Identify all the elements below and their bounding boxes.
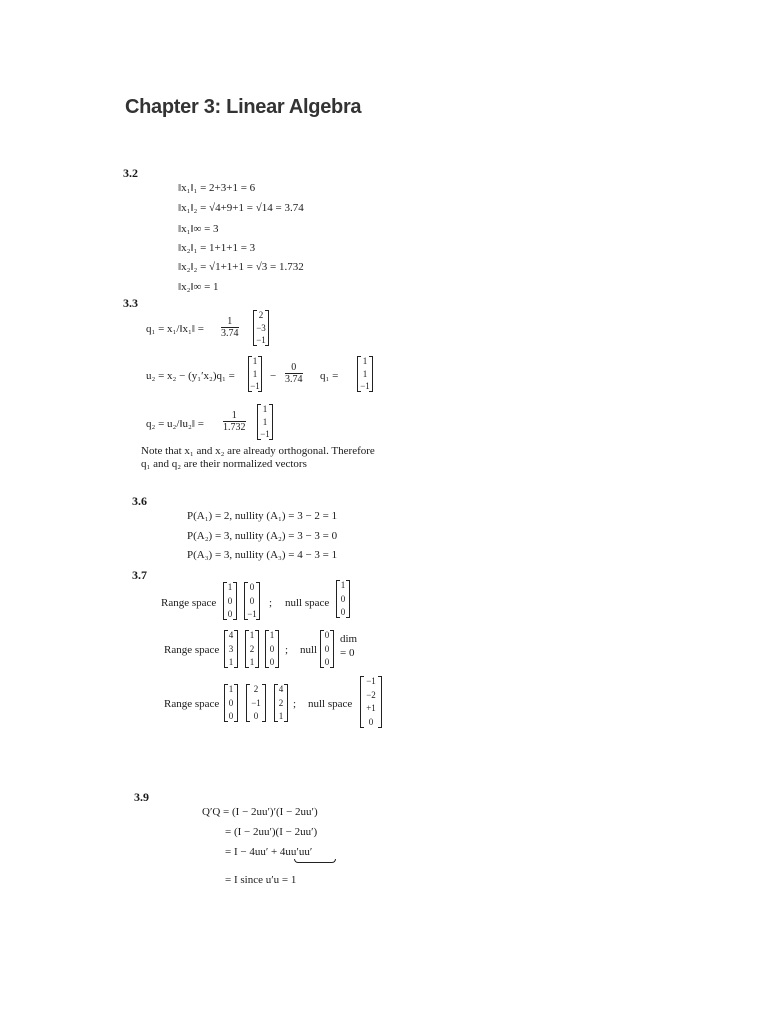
matrix-entry: 0 — [324, 630, 330, 640]
matrix-entry: 0 — [228, 711, 234, 721]
separator: ; — [285, 644, 289, 656]
eq-q2-fraction — [223, 410, 246, 433]
range-matrix-3b — [246, 684, 266, 722]
range-matrix-1a — [223, 582, 237, 620]
matrix-entry: 1 — [340, 580, 346, 590]
matrix-entry: 0 — [340, 593, 346, 604]
vector-entry: −1 — [260, 429, 270, 439]
eq-q1-lhs: q₁ = x₁/‖x₁‖ = — [146, 323, 204, 335]
range-matrix-3c — [274, 684, 288, 722]
range-matrix-1b — [244, 582, 260, 620]
matrix-entry: −1 — [366, 676, 376, 686]
range-matrix-2b — [245, 630, 259, 668]
eq-3-9-line-1: Q′Q = (I − 2uu′)′(I − 2uu′) — [202, 806, 318, 818]
range-matrix-2a — [224, 630, 238, 668]
eq-3-2-line-1: ‖x₁‖₁ = 2+3+1 = 6 — [178, 182, 256, 194]
matrix-entry: 1 — [249, 657, 255, 667]
section-label-3-3: 3.3 — [123, 296, 138, 310]
matrix-entry: 0 — [249, 582, 255, 592]
eq-q2-lhs: q₂ = u₂/‖u₂‖ = — [146, 418, 204, 430]
eq-3-2-line-6: ‖x₂‖∞ = 1 — [178, 281, 219, 293]
matrix-entry: 2 — [278, 697, 284, 708]
matrix-entry: −1 — [251, 697, 261, 708]
note-line-2: q₁ and q₂ are their normalized vectors — [141, 458, 307, 470]
eq-3-2-line-3: ‖x₁‖∞ = 3 — [178, 223, 219, 235]
range-matrix-3a — [224, 684, 238, 722]
eq-3-2-line-4: ‖x₂‖₁ = 1+1+1 = 3 — [178, 242, 256, 254]
minus-sign: − — [270, 370, 277, 382]
eq-3-6-line-1: P(A₁) = 2, nullity (A₁) = 3 − 2 = 1 — [187, 510, 338, 522]
x2-vector — [248, 356, 262, 392]
dim-equals-zero: = 0 — [340, 647, 355, 659]
matrix-entry: +1 — [366, 703, 376, 714]
fraction-numerator: 1 — [227, 316, 233, 327]
eq-q1-fraction — [221, 316, 239, 339]
dim-label: dim — [340, 633, 358, 645]
section-label-3-6: 3.6 — [132, 494, 147, 508]
eq-3-6-line-2: P(A₂) = 3, nullity (A₂) = 3 − 3 = 0 — [187, 530, 338, 542]
range-space-label-1: Range space — [161, 597, 217, 609]
eq-3-9-line-4: = I since u′u = 1 — [225, 874, 297, 886]
matrix-entry: −1 — [247, 609, 257, 619]
matrix-entry: 4 — [228, 630, 234, 640]
fraction-numerator: 0 — [291, 362, 297, 373]
matrix-entry: 0 — [227, 609, 233, 619]
q2-vector — [257, 404, 273, 440]
vector-entry: 1 — [262, 416, 268, 427]
null-space-matrix-3 — [360, 676, 382, 728]
q1-vector — [253, 310, 269, 346]
matrix-entry: 0 — [324, 643, 330, 654]
range-matrix-2c — [265, 630, 279, 668]
matrix-entry: 0 — [368, 716, 374, 727]
eq-3-9-line-3: = I − 4uu′ + 4uu′uu′ — [225, 846, 313, 858]
range-space-label-3: Range space — [164, 698, 220, 710]
fraction-numerator: 1 — [231, 410, 237, 421]
underbrace — [294, 859, 336, 863]
section-label-3-9: 3.9 — [134, 790, 149, 804]
vector-entry: −1 — [360, 381, 370, 391]
matrix-entry: 0 — [253, 711, 259, 721]
null-space-label-2: null — [300, 644, 318, 656]
matrix-entry: 2 — [253, 684, 259, 694]
matrix-entry: 1 — [228, 684, 234, 694]
vector-entry: 2 — [258, 310, 264, 320]
eq-u2-fraction — [285, 362, 303, 385]
eq-3-9-line-2: = (I − 2uu′)(I − 2uu′) — [225, 826, 318, 838]
vector-entry: −1 — [256, 335, 266, 345]
matrix-entry: 0 — [324, 657, 330, 667]
matrix-entry: 1 — [228, 657, 234, 667]
matrix-entry: 0 — [340, 607, 346, 617]
matrix-entry: 0 — [269, 657, 275, 667]
matrix-entry: 1 — [278, 711, 284, 721]
matrix-entry: 3 — [228, 643, 234, 654]
eq-u2-lhs: u₂ = x₂ − (y₁′x₂)q₁ = — [146, 370, 235, 382]
null-space-label-1: null space — [285, 597, 330, 609]
fraction-denominator: 3.74 — [285, 374, 303, 385]
fraction-denominator: 3.74 — [221, 328, 239, 339]
vector-entry: −3 — [256, 322, 266, 333]
eq-3-6-line-3: P(A₃) = 3, nullity (A₃) = 4 − 3 = 1 — [187, 549, 338, 561]
matrix-entry: 0 — [249, 595, 255, 606]
vector-entry: 1 — [252, 356, 258, 366]
matrix-entry: 0 — [228, 697, 234, 708]
null-space-label-3: null space — [308, 698, 353, 710]
vector-entry: 1 — [362, 356, 368, 366]
range-space-label-2: Range space — [164, 644, 220, 656]
q1-term: q₁ = — [320, 370, 339, 382]
matrix-entry: 2 — [249, 643, 255, 654]
separator: ; — [269, 597, 273, 609]
matrix-entry: 1 — [249, 630, 255, 640]
fraction-denominator: 1.732 — [223, 422, 246, 433]
matrix-entry: 0 — [269, 643, 275, 654]
u2-result-vector — [357, 356, 373, 392]
matrix-entry: 4 — [278, 684, 284, 694]
null-space-matrix-2 — [320, 630, 334, 668]
vector-entry: 1 — [262, 404, 268, 414]
note-line-1: Note that x₁ and x₂ are already orthogonal. Therefore — [141, 445, 375, 457]
section-label-3-7: 3.7 — [132, 568, 147, 582]
vector-entry: 1 — [362, 368, 368, 379]
page-title: Chapter 3: Linear Algebra — [125, 96, 362, 118]
matrix-entry: 1 — [269, 630, 275, 640]
matrix-entry: 1 — [227, 582, 233, 592]
vector-entry: −1 — [250, 381, 260, 391]
vector-entry: 1 — [252, 368, 258, 379]
section-label-3-2: 3.2 — [123, 166, 138, 180]
null-space-matrix-1 — [336, 580, 350, 618]
matrix-entry: −2 — [366, 689, 376, 700]
matrix-entry: 0 — [227, 595, 233, 606]
eq-3-2-line-2: ‖x₁‖₂ = √4+9+1 = √14 = 3.74 — [178, 202, 304, 214]
separator: ; — [293, 698, 297, 710]
eq-3-2-line-5: ‖x₂‖₂ = √1+1+1 = √3 = 1.732 — [178, 261, 304, 273]
